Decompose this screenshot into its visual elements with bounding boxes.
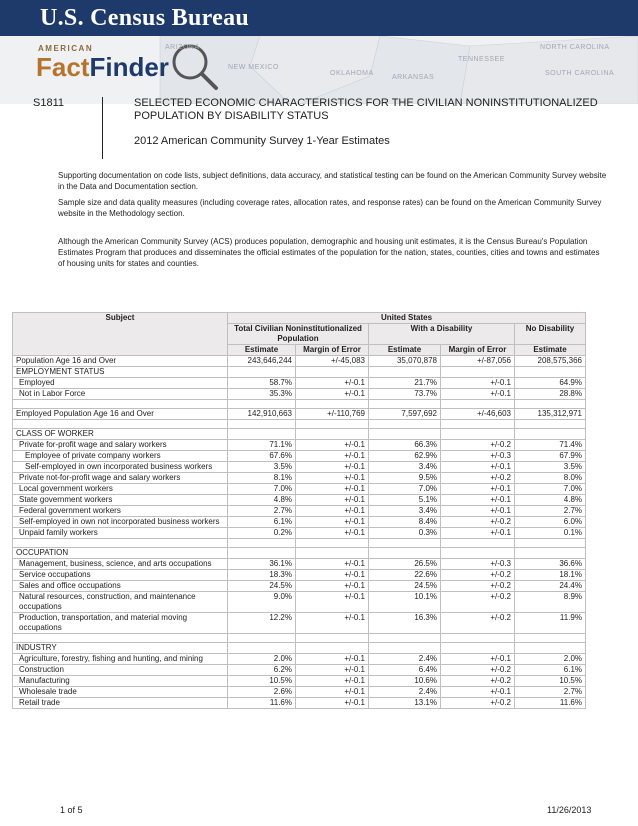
data-cell: 8.9% <box>515 592 586 613</box>
table-row <box>13 665 586 676</box>
spacer-cell <box>13 634 228 643</box>
data-cell: +/-0.1 <box>441 378 515 389</box>
row-label: Production, transportation, and material moving occupations <box>13 613 228 634</box>
data-cell <box>369 429 441 440</box>
data-cell: 10.6% <box>369 676 441 687</box>
header-row <box>13 313 586 324</box>
data-cell: 18.1% <box>515 570 586 581</box>
spacer-cell <box>296 400 369 409</box>
data-cell: 0.1% <box>515 528 586 539</box>
spacer-cell <box>296 634 369 643</box>
row-label: Employee of private company workers <box>13 451 228 462</box>
table-row <box>13 473 586 484</box>
data-cell: +/-46,603 <box>441 409 515 420</box>
data-cell: +/-0.1 <box>441 654 515 665</box>
data-cell: 2.6% <box>228 687 296 698</box>
logo-finder: Finder <box>89 52 169 82</box>
data-cell: +/-87,056 <box>441 356 515 367</box>
data-cell <box>441 367 515 378</box>
table-row <box>13 643 586 654</box>
data-cell: +/-0.1 <box>296 581 369 592</box>
moe-header: Margin of Error <box>296 345 369 356</box>
data-cell: 9.5% <box>369 473 441 484</box>
spacer-cell <box>369 539 441 548</box>
data-cell: +/-0.1 <box>296 613 369 634</box>
estimate-header: Estimate <box>369 345 441 356</box>
data-cell: +/-0.1 <box>296 495 369 506</box>
spacer-cell <box>369 420 441 429</box>
data-cell: 11.6% <box>228 698 296 709</box>
table-row <box>13 581 586 592</box>
data-cell: 4.8% <box>228 495 296 506</box>
data-cell: 3.4% <box>369 462 441 473</box>
spacer-cell <box>13 420 228 429</box>
header-divider <box>102 97 103 159</box>
data-cell: +/-0.1 <box>441 506 515 517</box>
data-cell: 11.6% <box>515 698 586 709</box>
data-cell: 36.6% <box>515 559 586 570</box>
data-cell: 64.9% <box>515 378 586 389</box>
spacer-cell <box>369 400 441 409</box>
table-row <box>13 367 586 378</box>
data-cell: 2.4% <box>369 654 441 665</box>
data-cell <box>228 367 296 378</box>
table-row <box>13 356 586 367</box>
data-cell <box>369 367 441 378</box>
total-pop-header: Total Civilian Noninstitutionalized Population <box>228 324 369 345</box>
spacer-cell <box>441 420 515 429</box>
data-cell: 7,597,692 <box>369 409 441 420</box>
table-row <box>13 548 586 559</box>
print-date: 11/26/2013 <box>547 805 592 815</box>
data-cell: 142,910,663 <box>228 409 296 420</box>
data-cell: +/-110,769 <box>296 409 369 420</box>
spacer-cell <box>296 420 369 429</box>
data-cell: 0.3% <box>369 528 441 539</box>
table-row <box>13 592 586 613</box>
data-cell: 71.1% <box>228 440 296 451</box>
data-cell: 135,312,971 <box>515 409 586 420</box>
data-cell: 3.4% <box>369 506 441 517</box>
map-label: NORTH CAROLINA <box>540 44 610 51</box>
data-cell: +/-0.1 <box>296 698 369 709</box>
spacer-cell <box>441 400 515 409</box>
spacer-cell <box>296 539 369 548</box>
row-label: Manufacturing <box>13 676 228 687</box>
data-cell: 3.5% <box>515 462 586 473</box>
data-cell: 67.6% <box>228 451 296 462</box>
data-cell: 208,575,366 <box>515 356 586 367</box>
row-label: Employed Population Age 16 and Over <box>13 409 228 420</box>
data-cell: +/-0.2 <box>441 517 515 528</box>
data-cell: 36.1% <box>228 559 296 570</box>
row-label: Construction <box>13 665 228 676</box>
spacer-cell <box>515 634 586 643</box>
page-number: 1 of 5 <box>60 805 83 815</box>
data-cell: 2.4% <box>369 687 441 698</box>
data-cell: +/-0.2 <box>441 440 515 451</box>
data-cell: 10.5% <box>515 676 586 687</box>
data-cell: +/-0.1 <box>296 687 369 698</box>
data-cell: 10.5% <box>228 676 296 687</box>
data-cell: +/-0.1 <box>296 654 369 665</box>
data-cell: +/-0.1 <box>296 378 369 389</box>
row-label: CLASS OF WORKER <box>13 429 228 440</box>
row-label: Management, business, science, and arts occupations <box>13 559 228 570</box>
data-cell: 3.5% <box>228 462 296 473</box>
data-cell: 73.7% <box>369 389 441 400</box>
data-cell: 7.0% <box>369 484 441 495</box>
data-cell: +/-0.3 <box>441 451 515 462</box>
spacer-row <box>13 539 586 548</box>
data-cell: +/-0.1 <box>296 517 369 528</box>
data-cell <box>441 429 515 440</box>
row-label: Not in Labor Force <box>13 389 228 400</box>
data-cell: +/-0.1 <box>296 528 369 539</box>
row-label: Local government workers <box>13 484 228 495</box>
row-label: Unpaid family workers <box>13 528 228 539</box>
data-cell: 21.7% <box>369 378 441 389</box>
no-disability-header: No Disability <box>515 324 586 345</box>
spacer-cell <box>515 420 586 429</box>
data-cell: 8.0% <box>515 473 586 484</box>
data-cell: 11.9% <box>515 613 586 634</box>
map-label: SOUTH CAROLINA <box>545 70 615 77</box>
data-cell: 8.4% <box>369 517 441 528</box>
data-cell: +/-0.1 <box>296 570 369 581</box>
data-cell: 6.2% <box>228 665 296 676</box>
data-cell: 13.1% <box>369 698 441 709</box>
data-cell: 18.3% <box>228 570 296 581</box>
logo-american: AMERICAN <box>38 44 94 53</box>
data-cell <box>515 548 586 559</box>
spacer-cell <box>228 634 296 643</box>
data-cell <box>515 367 586 378</box>
data-cell: +/-0.1 <box>296 676 369 687</box>
moe-header: Margin of Error <box>441 345 515 356</box>
data-cell <box>296 429 369 440</box>
data-cell: 2.7% <box>515 687 586 698</box>
data-cell: 2.7% <box>515 506 586 517</box>
spacer-row <box>13 400 586 409</box>
data-cell: +/-0.2 <box>441 613 515 634</box>
data-cell <box>228 643 296 654</box>
data-cell: 7.0% <box>228 484 296 495</box>
data-cell: 24.4% <box>515 581 586 592</box>
table-row <box>13 676 586 687</box>
row-label: Self-employed in own not incorporated business workers <box>13 517 228 528</box>
map-label: ARIZONA <box>165 44 200 51</box>
row-label: Self-employed in own incorporated business workers <box>13 462 228 473</box>
row-label: State government workers <box>13 495 228 506</box>
map-label: TENNESSEE <box>458 56 505 63</box>
data-cell: +/-0.2 <box>441 570 515 581</box>
data-cell: 2.0% <box>228 654 296 665</box>
data-cell: +/-0.1 <box>441 528 515 539</box>
row-label: Natural resources, construction, and maintenance occupations <box>13 592 228 613</box>
row-label: Employed <box>13 378 228 389</box>
data-cell: +/-0.1 <box>296 473 369 484</box>
spacer-cell <box>515 539 586 548</box>
data-cell <box>228 548 296 559</box>
geo-header: United States <box>228 313 586 324</box>
census-banner <box>0 0 638 36</box>
data-cell: +/-0.1 <box>441 462 515 473</box>
data-cell: 24.5% <box>369 581 441 592</box>
data-cell: 2.7% <box>228 506 296 517</box>
table-row <box>13 451 586 462</box>
spacer-row <box>13 420 586 429</box>
data-cell: +/-0.1 <box>296 389 369 400</box>
data-cell: 243,646,244 <box>228 356 296 367</box>
data-cell: +/-45,083 <box>296 356 369 367</box>
data-cell: 62.9% <box>369 451 441 462</box>
data-cell: +/-0.2 <box>441 676 515 687</box>
data-cell <box>228 429 296 440</box>
table-row <box>13 654 586 665</box>
table-row <box>13 462 586 473</box>
table-row <box>13 570 586 581</box>
data-cell: +/-0.3 <box>441 559 515 570</box>
data-cell: 12.2% <box>228 613 296 634</box>
spacer-cell <box>228 420 296 429</box>
spacer-cell <box>13 400 228 409</box>
note-quality: Sample size and data quality measures (including coverage rates, allocation rates, and response rates) can be found on the American Community Survey website in the Methodology section. <box>58 198 602 218</box>
agency-name: U.S. Census Bureau <box>40 5 250 31</box>
spacer-cell <box>515 400 586 409</box>
data-cell: 5.1% <box>369 495 441 506</box>
table-row <box>13 517 586 528</box>
table-row <box>13 378 586 389</box>
spacer-cell <box>228 400 296 409</box>
data-cell: 35,070,878 <box>369 356 441 367</box>
data-cell: 10.1% <box>369 592 441 613</box>
note-documentation: Supporting documentation on code lists, subject definitions, data accuracy, and statistical testing can be found on the American Community Survey website in the Data and Documentation section. <box>58 171 607 191</box>
data-cell <box>296 643 369 654</box>
row-label: Service occupations <box>13 570 228 581</box>
data-cell: +/-0.1 <box>296 506 369 517</box>
row-label: Agriculture, forestry, fishing and hunting, and mining <box>13 654 228 665</box>
data-cell: 22.6% <box>369 570 441 581</box>
table-row <box>13 484 586 495</box>
data-cell: +/-0.2 <box>441 698 515 709</box>
page-title: SELECTED ECONOMIC CHARACTERISTICS FOR THE CIVILIAN NONINSTITUTIONALIZED POPULATION BY DISABILITY STATUS <box>134 97 598 122</box>
note-estimates: Although the American Community Survey (ACS) produces population, demographic and housing unit estimates, it is the Census Bureau's Population Estimates Program that produces and disseminates the official estimates of the population for the nation, states, counties, cities and towns and estimates of housing units for states and counties. <box>58 237 600 268</box>
row-label: Sales and office occupations <box>13 581 228 592</box>
subject-header: Subject <box>13 313 228 356</box>
row-label: OCCUPATION <box>13 548 228 559</box>
data-cell: 6.0% <box>515 517 586 528</box>
data-cell: 16.3% <box>369 613 441 634</box>
data-cell: 26.5% <box>369 559 441 570</box>
data-cell: +/-0.1 <box>296 462 369 473</box>
data-cell: 7.0% <box>515 484 586 495</box>
row-label: INDUSTRY <box>13 643 228 654</box>
data-cell: 6.1% <box>228 517 296 528</box>
table-row <box>13 429 586 440</box>
data-cell <box>441 643 515 654</box>
row-label: Private for-profit wage and salary workers <box>13 440 228 451</box>
row-label: Federal government workers <box>13 506 228 517</box>
data-cell: 4.8% <box>515 495 586 506</box>
data-cell: +/-0.1 <box>441 687 515 698</box>
spacer-cell <box>228 539 296 548</box>
data-cell <box>441 548 515 559</box>
data-cell: 71.4% <box>515 440 586 451</box>
data-cell: +/-0.2 <box>441 473 515 484</box>
data-cell: 66.3% <box>369 440 441 451</box>
map-label: ARKANSAS <box>392 74 435 81</box>
table-row <box>13 506 586 517</box>
data-cell: 24.5% <box>228 581 296 592</box>
row-label: Population Age 16 and Over <box>13 356 228 367</box>
spacer-cell <box>441 539 515 548</box>
data-cell: +/-0.1 <box>296 484 369 495</box>
table-row <box>13 409 586 420</box>
table-row <box>13 495 586 506</box>
table-row <box>13 698 586 709</box>
data-cell <box>369 548 441 559</box>
table-row <box>13 559 586 570</box>
table-row <box>13 687 586 698</box>
data-cell <box>515 643 586 654</box>
data-cell: 0.2% <box>228 528 296 539</box>
page-subtitle: 2012 American Community Survey 1-Year Estimates <box>134 135 390 147</box>
data-cell: 35.3% <box>228 389 296 400</box>
data-cell: +/-0.1 <box>296 592 369 613</box>
data-cell: 28.8% <box>515 389 586 400</box>
row-label: Retail trade <box>13 698 228 709</box>
table-code: S1811 <box>33 97 64 109</box>
spacer-cell <box>441 634 515 643</box>
estimate-header: Estimate <box>228 345 296 356</box>
data-cell: 58.7% <box>228 378 296 389</box>
disability-header: With a Disability <box>369 324 515 345</box>
table-row <box>13 389 586 400</box>
data-cell: 6.1% <box>515 665 586 676</box>
data-cell: 2.0% <box>515 654 586 665</box>
table-row <box>13 528 586 539</box>
table-row <box>13 613 586 634</box>
row-label: Wholesale trade <box>13 687 228 698</box>
data-cell: +/-0.1 <box>296 440 369 451</box>
data-cell: +/-0.1 <box>296 559 369 570</box>
map-label: NEW MEXICO <box>228 64 279 71</box>
data-cell: +/-0.2 <box>441 581 515 592</box>
factfinder-logo <box>36 52 169 83</box>
spacer-cell <box>369 634 441 643</box>
data-cell: +/-0.1 <box>441 484 515 495</box>
data-cell: +/-0.2 <box>441 665 515 676</box>
data-cell <box>515 429 586 440</box>
data-cell: +/-0.1 <box>441 495 515 506</box>
data-cell <box>296 367 369 378</box>
data-cell: +/-0.1 <box>441 389 515 400</box>
data-cell <box>296 548 369 559</box>
table-row <box>13 440 586 451</box>
data-table <box>12 312 586 709</box>
data-cell: 8.1% <box>228 473 296 484</box>
data-cell: +/-0.2 <box>441 592 515 613</box>
data-cell: 6.4% <box>369 665 441 676</box>
data-cell: +/-0.1 <box>296 665 369 676</box>
data-cell: +/-0.1 <box>296 451 369 462</box>
row-label: Private not-for-profit wage and salary workers <box>13 473 228 484</box>
data-cell: 9.0% <box>228 592 296 613</box>
estimate-header: Estimate <box>515 345 586 356</box>
spacer-cell <box>13 539 228 548</box>
spacer-row <box>13 634 586 643</box>
data-cell <box>369 643 441 654</box>
data-cell: 67.9% <box>515 451 586 462</box>
map-label: OKLAHOMA <box>330 70 374 77</box>
row-label: EMPLOYMENT STATUS <box>13 367 228 378</box>
logo-fact: Fact <box>36 52 90 82</box>
